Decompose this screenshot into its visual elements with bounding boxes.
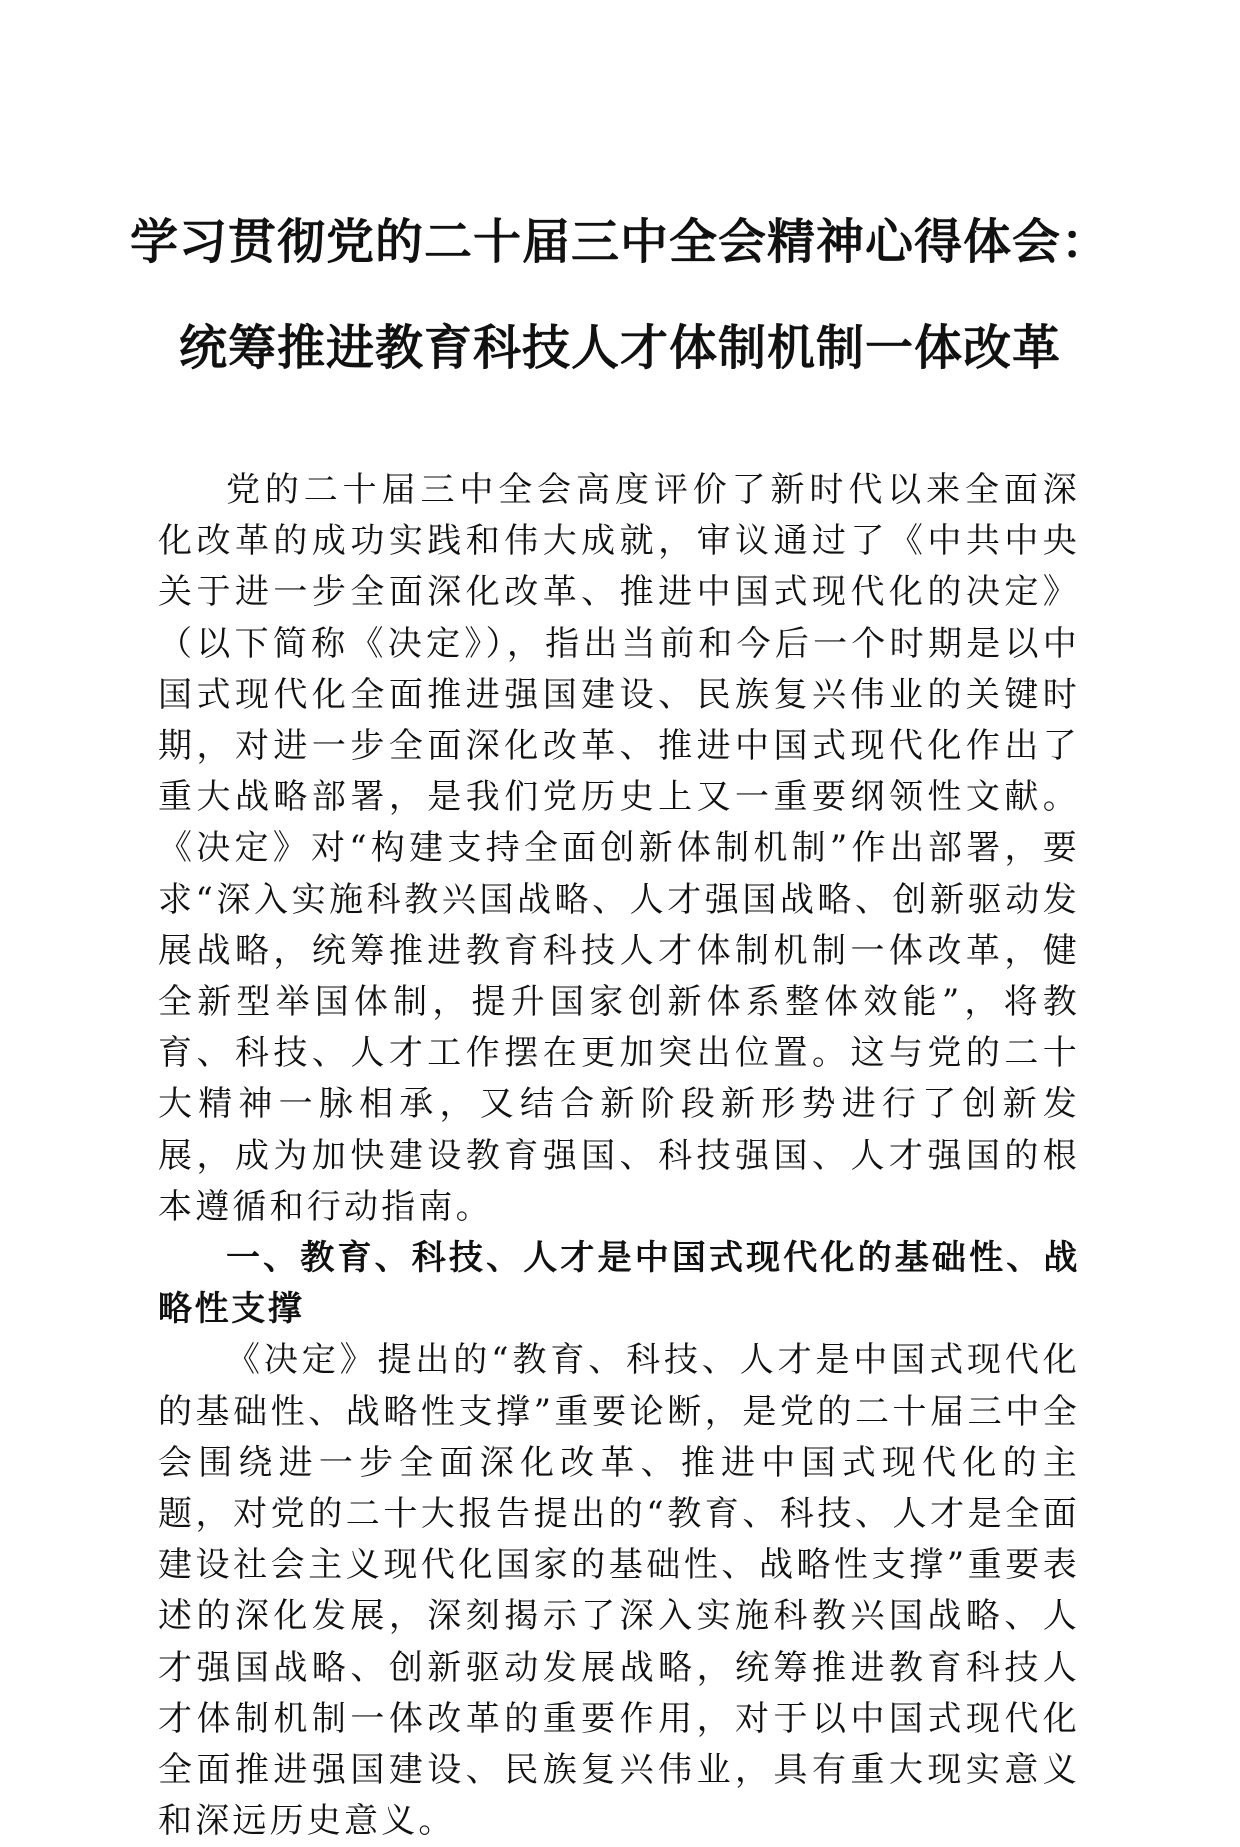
- section-1-heading: 一、教育、科技、人才是中国式现代化的基础性、战略性支撑: [158, 1238, 1080, 1330]
- document-title-line-2: 统筹推进教育科技人才体制机制一体改革: [178, 320, 1061, 376]
- intro-paragraph: 党的二十届三中全会高度评价了新时代以来全面深化改革的成功实践和伟大成就，审议通过了《中共中央关于进一步全面深化改革、推进中国式现代化的决定》（以下简称《决定》），指出当前和今后一个时期是以中国式现代化全面推进强国建设、民族复兴伟业的关键时期，对进一步全面深化改革、推进中国式现代化作出了重大战略部署，是我们党历史上又一重要纲领性文献。《决定》对“构建支持全面创新体制机制”作出部署，要求“深入实施科教兴国战略、人才强国战略、创新驱动发展战略，统筹推进教育科技人才体制机制一体改革，健全新型举国体制，提升国家创新体系整体效能”，将教育、科技、人才工作摆在更加突出位置。这与党的二十大精神一脉相承，又结合新阶段新形势进行了创新发展，成为加快建设教育强国、科技强国、人才强国的根本遵循和行动指南。: [158, 470, 1080, 1227]
- section-1-paragraph: 《决定》提出的“教育、科技、人才是中国式现代化的基础性、战略性支撑”重要论断，是党的二十届三中全会围绕进一步全面深化改革、推进中国式现代化的主题，对党的二十大报告提出的“教育、科技、人才是全面建设社会主义现代化国家的基础性、战略性支撑”重要表述的深化发展，深刻揭示了深入实施科教兴国战略、人才强国战略、创新驱动发展战略，统筹推进教育科技人才体制机制一体改革的重要作用，对于以中国式现代化全面推进强国建设、民族复兴伟业，具有重大现实意义和深远历史意义。: [158, 1340, 1080, 1842]
- document-body: [158, 465, 1080, 1847]
- document-title-line-1: 学习贯彻党的二十届三中全会精神心得体会：: [129, 214, 1110, 270]
